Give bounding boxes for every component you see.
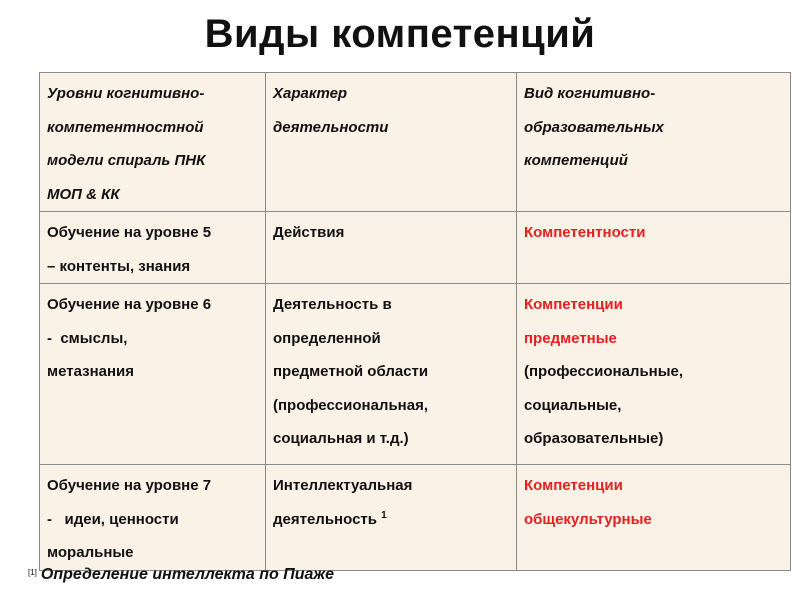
header-levels-line: МОП & КК <box>47 185 120 203</box>
footnote-reference[interactable]: 1 <box>381 509 387 521</box>
competence-detail-line: (профессиональные, <box>524 363 684 380</box>
footnote <box>28 566 334 584</box>
competence-detail-line: социальные, <box>524 396 622 414</box>
level-cell <box>40 465 266 571</box>
activity-line: Деятельность в <box>273 296 392 313</box>
level-line: Обучение на уровне 7 <box>47 477 212 494</box>
activity-line: Действия <box>273 224 345 241</box>
competence-line: Компетентности <box>524 224 646 241</box>
header-levels-line: компетентностной <box>47 118 204 136</box>
level-line: метазнания <box>47 363 135 380</box>
table-row <box>40 212 791 284</box>
level-line: - идеи, ценности <box>47 510 179 528</box>
header-levels-cell <box>40 73 266 212</box>
header-levels-line: модели спираль ПНК <box>47 152 206 169</box>
level-line: - смыслы, <box>47 329 128 347</box>
activity-cell <box>266 212 517 284</box>
activity-cell <box>266 284 517 465</box>
header-competence-line: образовательных <box>524 118 664 136</box>
footnote-text: Определение интеллекта по Пиаже <box>40 566 335 583</box>
header-levels-line: Уровни когнитивно- <box>47 85 205 102</box>
competence-line: Компетенции <box>524 296 623 313</box>
level-line: Обучение на уровне 6 <box>47 296 212 313</box>
table-row <box>40 465 791 571</box>
competence-cell <box>517 212 791 284</box>
page-title: Виды компетенций <box>204 12 596 56</box>
header-competence-line: Вид когнитивно- <box>524 85 656 102</box>
header-competence-line: компетенций <box>524 152 628 169</box>
competence-line: Компетенции <box>524 477 623 494</box>
header-activity-line: Характер <box>273 85 348 102</box>
level-cell <box>40 284 266 465</box>
level-cell <box>40 212 266 284</box>
level-line: моральные <box>47 544 134 561</box>
table-row <box>40 284 791 465</box>
competence-detail-line: образовательные) <box>524 430 664 447</box>
activity-line: Интеллектуальная <box>273 477 413 494</box>
competence-cell <box>517 284 791 465</box>
competence-line: общекультурные <box>524 510 652 528</box>
footnote-marker: [1] <box>28 568 37 577</box>
competence-line: предметные <box>524 329 617 347</box>
level-line: Обучение на уровне 5 <box>47 224 212 241</box>
activity-cell <box>266 465 517 571</box>
activity-line-with-footnote <box>273 503 510 537</box>
activity-line: социальная и т.д.) <box>273 430 409 447</box>
competencies-table <box>39 72 791 571</box>
header-competence-cell <box>517 73 791 212</box>
activity-line: предметной области <box>273 363 429 380</box>
competence-cell <box>517 465 791 571</box>
header-activity-line: деятельности <box>273 118 389 136</box>
activity-line: (профессиональная, <box>273 396 428 414</box>
activity-line: определенной <box>273 329 381 347</box>
table-header-row <box>40 73 791 212</box>
header-activity-cell <box>266 73 517 212</box>
activity-line: деятельность <box>273 510 377 528</box>
level-line: – контенты, знания <box>47 257 191 275</box>
